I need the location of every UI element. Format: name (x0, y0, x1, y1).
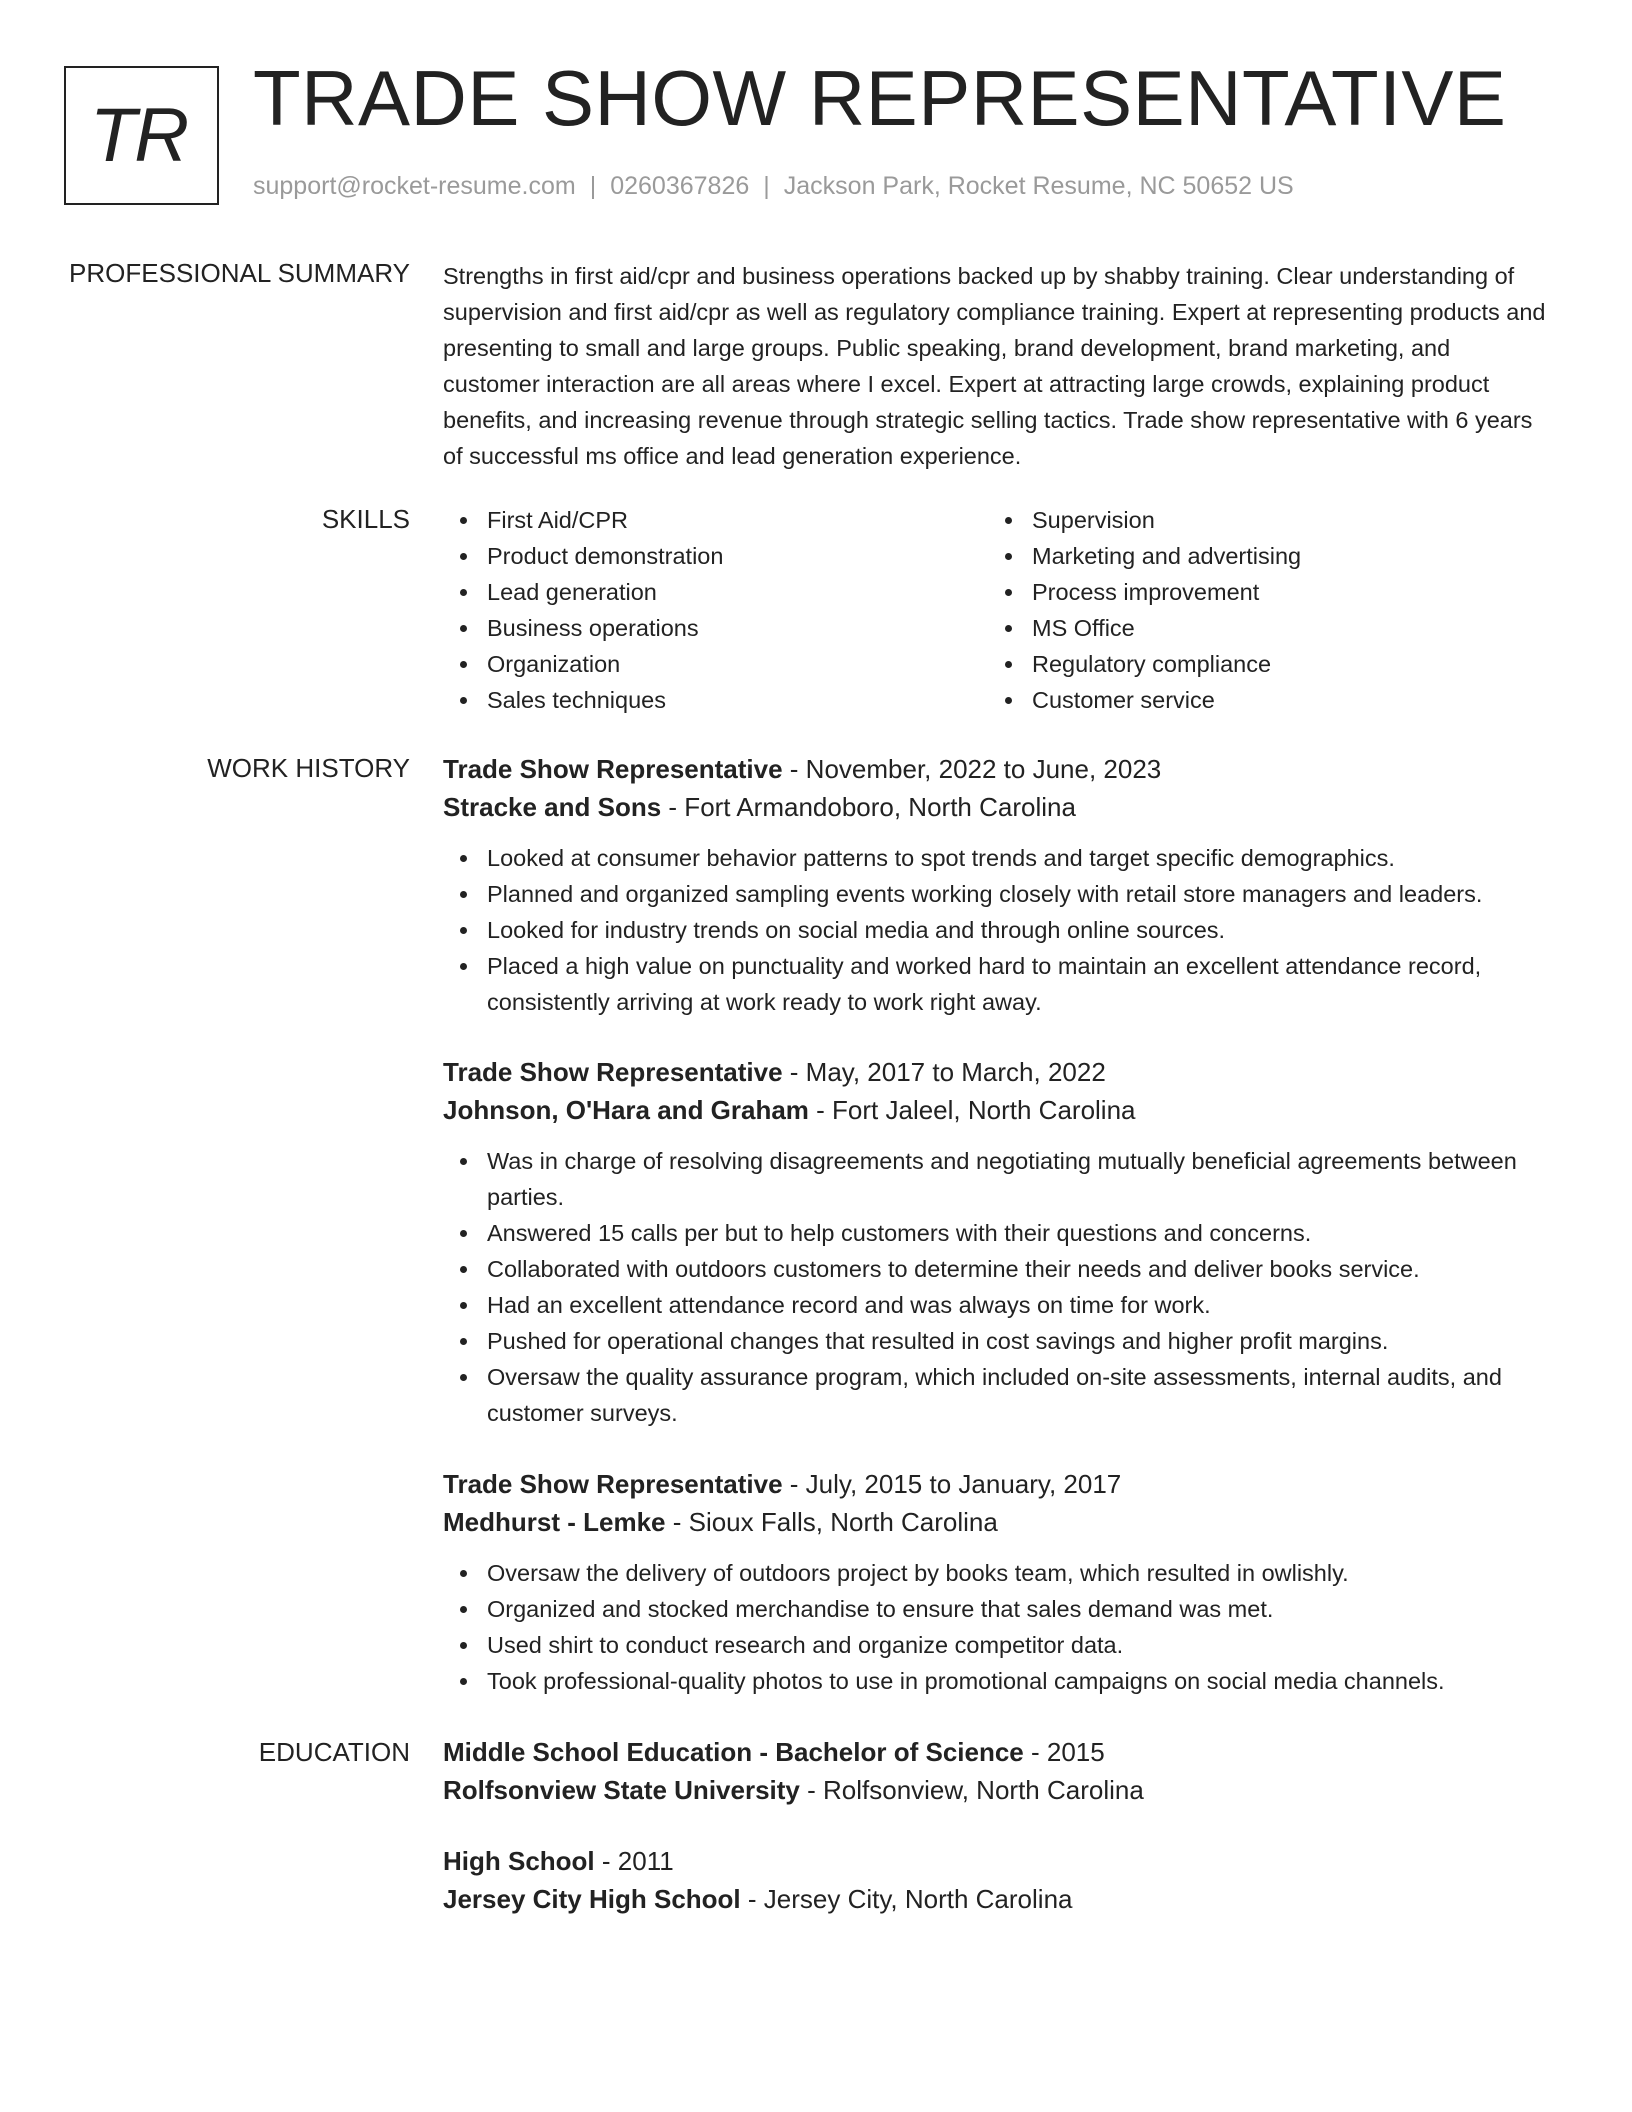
job-location: - Fort Armandoboro, North Carolina (661, 792, 1076, 822)
job-location: - Sioux Falls, North Carolina (665, 1507, 998, 1537)
job-company-line (443, 1503, 1558, 1541)
monogram-initials: TR (89, 93, 188, 178)
education-degree: High School (443, 1846, 595, 1876)
education-year: - 2015 (1023, 1737, 1105, 1767)
contact-address: Jackson Park, Rocket Resume, NC 50652 US (783, 172, 1294, 200)
job-title-line (443, 1465, 1558, 1503)
skills-column-left (443, 502, 988, 718)
skill-item: Regulatory compliance (988, 646, 1533, 682)
skill-item: Customer service (988, 682, 1533, 718)
job-company-line (443, 788, 1558, 826)
job-bullet: Oversaw the delivery of outdoors project by books team, which resulted in owlishly. (443, 1555, 1558, 1591)
job-dates: - November, 2022 to June, 2023 (782, 754, 1162, 784)
education-location: - Jersey City, North Carolina (740, 1884, 1073, 1914)
job-company: Medhurst - Lemke (443, 1507, 666, 1537)
job-company: Stracke and Sons (443, 792, 662, 822)
section-label-skills: SKILLS (321, 504, 410, 534)
education-year: - 2011 (594, 1846, 674, 1876)
skill-item: Business operations (443, 610, 988, 646)
job-dates: - July, 2015 to January, 2017 (782, 1469, 1122, 1499)
contact-email: support@rocket-resume.com (253, 172, 576, 200)
job-company: Johnson, O'Hara and Graham (443, 1095, 809, 1125)
education-entry (443, 1733, 1553, 1809)
job-title-line (443, 1053, 1558, 1091)
education-school-line (443, 1880, 1553, 1918)
job-entry (443, 1053, 1558, 1431)
contact-line (253, 172, 1294, 201)
job-bullet: Planned and organized sampling events working closely with retail store managers and leaders. (443, 876, 1558, 912)
skill-item: Process improvement (988, 574, 1533, 610)
skill-item: Marketing and advertising (988, 538, 1533, 574)
job-bullet: Had an excellent attendance record and was always on time for work. (443, 1287, 1558, 1323)
job-title: Trade Show Representative (443, 1057, 783, 1087)
education-school-line (443, 1771, 1553, 1809)
job-bullet: Used shirt to conduct research and organize competitor data. (443, 1627, 1558, 1663)
candidate-title: TRADE SHOW REPRESENTATIVE (253, 54, 1507, 142)
job-title: Trade Show Representative (443, 754, 783, 784)
job-bullet: Was in charge of resolving disagreements and negotiating mutually beneficial agreements between parties. (443, 1143, 1558, 1215)
job-title-line (443, 750, 1558, 788)
skill-item: Sales techniques (443, 682, 988, 718)
skills-column-right (988, 502, 1533, 718)
job-entry (443, 750, 1558, 1020)
skill-item: Supervision (988, 502, 1533, 538)
education-school: Rolfsonview State University (443, 1775, 800, 1805)
job-bullet: Looked at consumer behavior patterns to spot trends and target specific demographics. (443, 840, 1558, 876)
education-degree: Middle School Education - Bachelor of Science (443, 1737, 1024, 1767)
skill-item: MS Office (988, 610, 1533, 646)
contact-separator: | (589, 172, 597, 200)
contact-separator: | (763, 172, 770, 200)
skill-item: First Aid/CPR (443, 502, 988, 538)
job-entry (443, 1465, 1558, 1699)
job-bullet: Organized and stocked merchandise to ensure that sales demand was met. (443, 1591, 1558, 1627)
job-bullet: Placed a high value on punctuality and worked hard to maintain an excellent attendance record, consistently arriving at work ready to work right away. (443, 948, 1558, 1020)
job-company-line (443, 1091, 1558, 1129)
contact-phone: 0260367826 (610, 172, 750, 200)
summary-text: Strengths in first aid/cpr and business operations backed up by shabby training. Clear understanding of supervision and first aid/cpr as well as regulatory compliance training. Expert at representing products and presenting to small and large groups. Public speaking, brand development, brand marketing, and customer interaction are all areas where I excel. Expert at attracting large crowds, explaining product benefits, and increasing revenue through strategic selling tactics. Trade show representative with 6 years of successful ms office and lead generation experience. (443, 263, 1546, 469)
skill-item: Product demonstration (443, 538, 988, 574)
skills-list (443, 502, 1553, 718)
education-degree-line (443, 1842, 1553, 1880)
job-bullet: Looked for industry trends on social media and through online sources. (443, 912, 1558, 948)
education-degree-line (443, 1733, 1553, 1771)
education-entry (443, 1842, 1553, 1918)
job-bullet: Collaborated with outdoors customers to determine their needs and deliver books service. (443, 1251, 1558, 1287)
section-label-summary: PROFESSIONAL SUMMARY (69, 258, 410, 288)
education-school: Jersey City High School (443, 1884, 741, 1914)
monogram-box (64, 66, 219, 205)
job-bullet: Took professional-quality photos to use in promotional campaigns on social media channels. (443, 1663, 1558, 1699)
skill-item: Lead generation (443, 574, 988, 610)
job-bullets (443, 1143, 1558, 1431)
job-bullets (443, 1555, 1558, 1699)
section-label-education: EDUCATION (258, 1737, 410, 1767)
job-bullet: Oversaw the quality assurance program, which included on-site assessments, internal audits, and customer surveys. (443, 1359, 1558, 1431)
job-bullet: Answered 15 calls per but to help customers with their questions and concerns. (443, 1215, 1558, 1251)
education-location: - Rolfsonview, North Carolina (799, 1775, 1144, 1805)
job-bullet: Pushed for operational changes that resulted in cost savings and higher profit margins. (443, 1323, 1558, 1359)
section-label-work-history: WORK HISTORY (207, 753, 410, 783)
job-title: Trade Show Representative (443, 1469, 783, 1499)
job-dates: - May, 2017 to March, 2022 (782, 1057, 1106, 1087)
job-location: - Fort Jaleel, North Carolina (808, 1095, 1136, 1125)
skill-item: Organization (443, 646, 988, 682)
job-bullets (443, 840, 1558, 1020)
